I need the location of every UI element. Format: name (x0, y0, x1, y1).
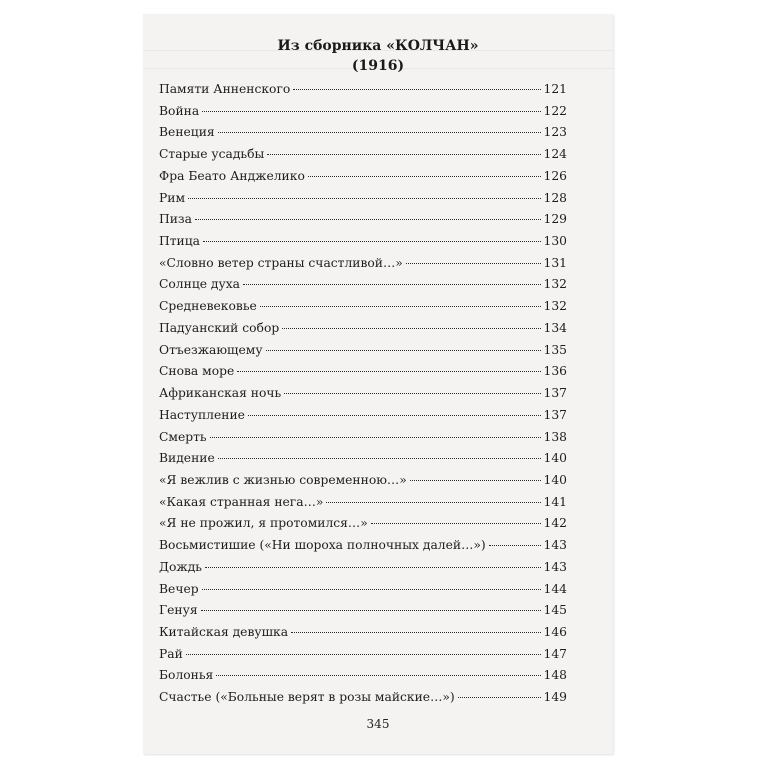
toc-entry-page: 134 (543, 320, 567, 335)
dot-leader (326, 502, 540, 503)
section-header (143, 36, 613, 76)
toc-entry-title: «Какая странная нега…» (159, 494, 324, 509)
toc-entry-title: Генуя (159, 603, 198, 618)
toc-entry-page: 132 (543, 277, 567, 292)
dot-leader (218, 458, 541, 459)
toc-entry-title: Средневековье (159, 299, 257, 314)
toc-entry-title: Дождь (159, 559, 202, 574)
dot-leader (260, 306, 541, 307)
toc-entry-title: «Я вежлив с жизнью современною…» (159, 472, 407, 487)
toc-entry-title: Вечер (159, 581, 199, 596)
toc-entry-title: Снова море (159, 364, 235, 379)
toc-entry-title: Война (159, 103, 200, 118)
toc-entry-title: Счастье («Больные верят в розы майские…») (159, 690, 455, 705)
toc-entry-page: 144 (543, 581, 567, 596)
toc-entry (159, 82, 567, 104)
toc-entry-page: 143 (543, 559, 567, 574)
dot-leader (267, 154, 540, 155)
dot-leader (282, 328, 540, 329)
dot-leader (202, 111, 540, 112)
toc-entry-page: 129 (543, 212, 567, 227)
toc-entry-title: Китайская девушка (159, 624, 289, 639)
toc-entry-title: Смерть (159, 429, 207, 444)
toc-entry-title: «Словно ветер страны счастливой…» (159, 255, 403, 270)
toc-entry-title: Восьмистишие («Ни шороха полночных далей…») (159, 538, 486, 553)
toc-entry-title: Пиза (159, 212, 192, 227)
dot-leader (284, 393, 540, 394)
toc-entry-page: 123 (543, 125, 567, 140)
dot-leader (308, 176, 541, 177)
toc-entry-title: Рай (159, 646, 183, 661)
toc-entry (159, 147, 567, 169)
toc-entry (159, 169, 567, 191)
dot-leader (237, 371, 540, 372)
toc-entry (159, 299, 567, 321)
toc-entry-page: 142 (543, 516, 567, 531)
dot-leader (291, 632, 540, 633)
toc-entry-title: Птица (159, 234, 200, 249)
dot-leader (266, 350, 541, 351)
toc-entry-title: Наступление (159, 407, 245, 422)
toc-entry-title: Солнце духа (159, 277, 240, 292)
toc-entry-title: Падуанский собор (159, 320, 280, 335)
toc-entry-page: 141 (543, 494, 567, 509)
toc-entry (159, 343, 567, 365)
toc-entry-page: 149 (543, 690, 567, 705)
toc-entry (159, 690, 567, 712)
toc-entry (159, 473, 567, 495)
toc-entry-title: Рим (159, 190, 186, 205)
dot-leader (293, 89, 540, 90)
toc-entry-page: 146 (543, 624, 567, 639)
toc-entry (159, 538, 567, 560)
toc-entry-page: 124 (543, 147, 567, 162)
toc-entry-title: Старые усадьбы (159, 147, 265, 162)
toc-entry-title: Отъезжающему (159, 342, 263, 357)
toc-entry-page: 122 (543, 103, 567, 118)
page-number: 345 (366, 717, 390, 731)
toc-entry-title: Видение (159, 451, 215, 466)
dot-leader (195, 219, 541, 220)
dot-leader (406, 263, 541, 264)
section-year: (1916) (351, 58, 405, 74)
toc-entry-page: 143 (543, 538, 567, 553)
toc-entry-title: Фра Беато Анджелико (159, 168, 305, 183)
toc-entry (159, 603, 567, 625)
toc-entry (159, 408, 567, 430)
toc-entry (159, 430, 567, 452)
toc-entry-page: 137 (543, 386, 567, 401)
dot-leader (216, 675, 540, 676)
toc-entry (159, 495, 567, 517)
toc-entry (159, 191, 567, 213)
dot-leader (458, 697, 541, 698)
toc-entry (159, 321, 567, 343)
toc-entry-page: 148 (543, 668, 567, 683)
toc-entry (159, 277, 567, 299)
toc-entry-page: 147 (543, 646, 567, 661)
dot-leader (218, 132, 541, 133)
toc-entry (159, 104, 567, 126)
dot-leader (188, 198, 540, 199)
dot-leader (210, 437, 541, 438)
toc-entry-page: 126 (543, 168, 567, 183)
toc-entry-page: 140 (543, 451, 567, 466)
toc-entry (159, 647, 567, 669)
toc-entry-page: 140 (543, 472, 567, 487)
dot-leader (201, 610, 541, 611)
toc-entry-title: Памяти Анненского (159, 82, 291, 96)
dot-leader (202, 589, 541, 590)
toc-entry (159, 234, 567, 256)
toc-entry-page: 136 (543, 364, 567, 379)
toc-entry-page: 121 (543, 82, 567, 96)
dot-leader (205, 567, 541, 568)
dot-leader (243, 284, 541, 285)
table-of-contents (159, 82, 567, 712)
toc-entry-page: 128 (543, 190, 567, 205)
toc-entry-title: Венеция (159, 125, 215, 140)
dot-leader (248, 415, 541, 416)
toc-entry-page: 132 (543, 299, 567, 314)
section-title: Из сборника «КОЛЧАН» (277, 38, 479, 54)
toc-entry-title: Африканская ночь (159, 386, 282, 401)
toc-entry (159, 582, 567, 604)
toc-entry-title: Болонья (159, 668, 214, 683)
book-page (143, 14, 613, 754)
toc-entry (159, 212, 567, 234)
toc-entry-title: «Я не прожил, я протомился…» (159, 516, 368, 531)
toc-entry (159, 560, 567, 582)
toc-entry-page: 145 (543, 603, 567, 618)
dot-leader (186, 654, 541, 655)
toc-entry (159, 451, 567, 473)
toc-entry (159, 625, 567, 647)
dot-leader (489, 545, 541, 546)
toc-entry (159, 668, 567, 690)
toc-entry (159, 386, 567, 408)
toc-entry-page: 130 (543, 234, 567, 249)
toc-entry (159, 125, 567, 147)
toc-entry (159, 256, 567, 278)
toc-entry-page: 135 (543, 342, 567, 357)
toc-entry (159, 364, 567, 386)
dot-leader (371, 523, 541, 524)
toc-entry-page: 137 (543, 407, 567, 422)
toc-entry (159, 516, 567, 538)
dot-leader (410, 480, 541, 481)
toc-entry-page: 131 (543, 255, 567, 270)
dot-leader (203, 241, 541, 242)
toc-entry-page: 138 (543, 429, 567, 444)
